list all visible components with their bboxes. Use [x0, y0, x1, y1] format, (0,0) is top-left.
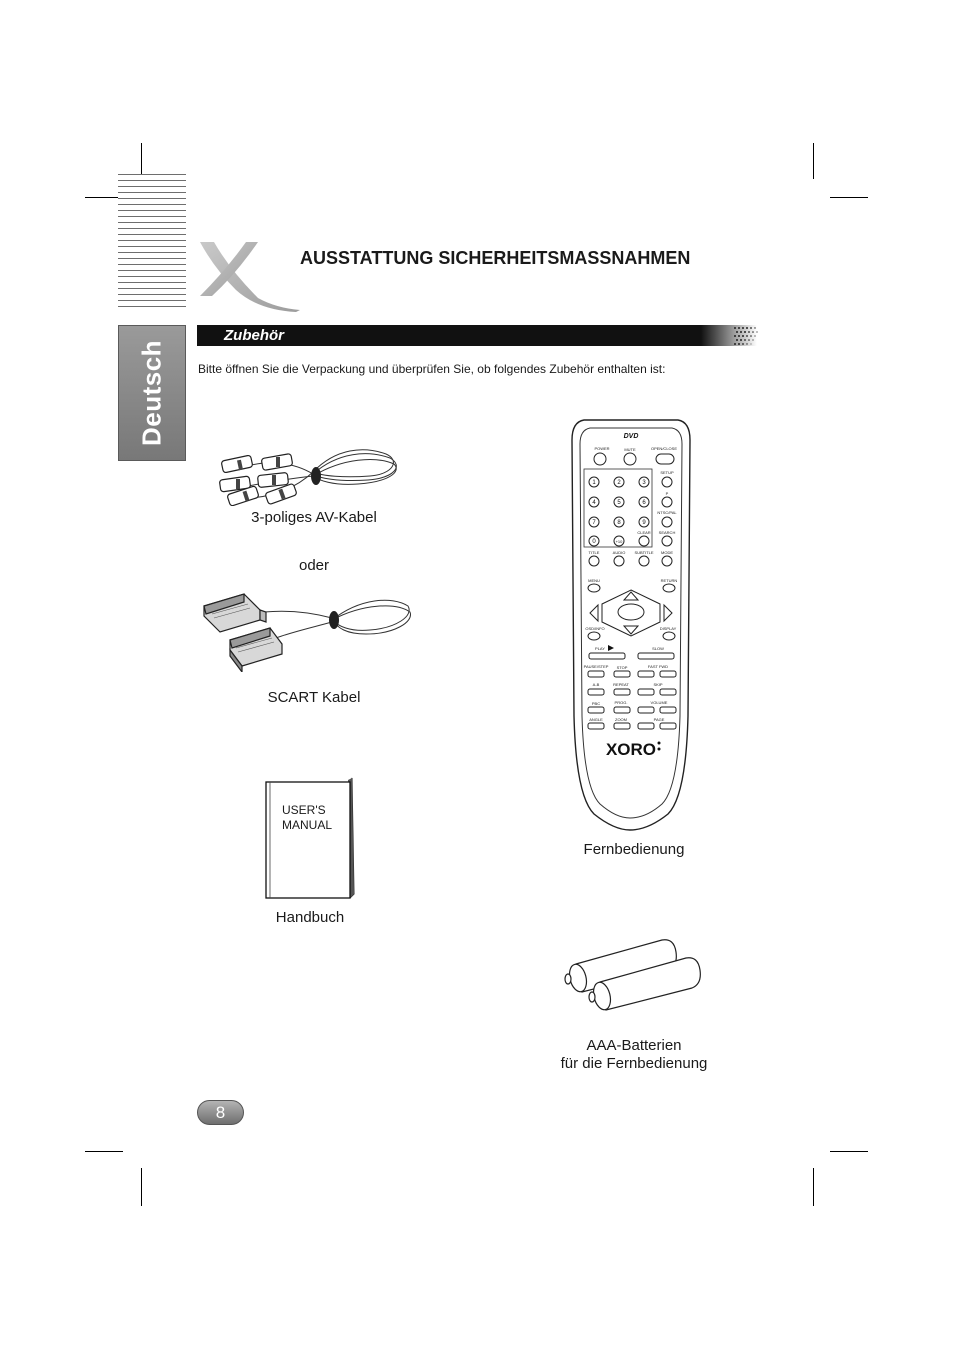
svg-text:ANGLE: ANGLE	[589, 717, 603, 722]
svg-text:7: 7	[592, 520, 596, 526]
svg-text:FAST FWD: FAST FWD	[647, 664, 669, 669]
svg-text:+10: +10	[615, 539, 623, 544]
or-text: oder	[298, 557, 330, 574]
svg-text:RETURN: RETURN	[660, 578, 678, 583]
batteries-icon	[562, 934, 704, 1012]
crop-mark	[813, 143, 814, 179]
svg-text:P: P	[665, 491, 669, 496]
scart-cable-caption: SCART Kabel	[267, 689, 361, 706]
crop-mark	[813, 1168, 814, 1206]
svg-text:XORO: XORO	[605, 740, 657, 759]
svg-text:SETUP: SETUP	[660, 470, 674, 475]
manual-cover-line2: MANUAL	[282, 818, 333, 832]
svg-text:PBC: PBC	[591, 701, 601, 706]
svg-text:1: 1	[592, 480, 596, 486]
page-number-badge	[197, 1100, 244, 1125]
svg-text:PLAY: PLAY	[595, 646, 605, 651]
svg-text:OSD/INFO: OSD/INFO	[585, 626, 605, 631]
svg-text:SKIP: SKIP	[653, 682, 663, 687]
crop-mark	[85, 1151, 123, 1152]
svg-text:MENU: MENU	[588, 578, 600, 583]
remote-caption: Fernbedienung	[583, 841, 685, 858]
manual-book-icon	[264, 776, 356, 900]
svg-text:9: 9	[642, 520, 646, 526]
batteries-caption-line2: für die Fernbedienung	[560, 1055, 708, 1072]
svg-text:MUTE: MUTE	[624, 447, 636, 452]
language-tab-label: Deutsch	[136, 339, 167, 447]
svg-text:CLEAR: CLEAR	[637, 530, 651, 535]
svg-text:TITLE: TITLE	[588, 550, 600, 555]
svg-text:SUBTITLE: SUBTITLE	[634, 550, 654, 555]
svg-text:DVD: DVD	[623, 433, 639, 440]
language-tab	[118, 325, 186, 461]
av-cable-icon	[218, 448, 400, 506]
svg-text:NTSC/PAL: NTSC/PAL	[657, 510, 677, 515]
svg-text:POWER: POWER	[594, 446, 610, 451]
svg-text:OPEN/CLOSE: OPEN/CLOSE	[650, 446, 678, 451]
svg-text:3: 3	[642, 480, 646, 486]
x-logo-icon	[196, 240, 302, 312]
svg-text:MODE: MODE	[661, 550, 673, 555]
remote-control-icon	[570, 416, 692, 832]
intro-text: Bitte öffnen Sie die Verpackung und überprüfen Sie, ob folgendes Zubehör enthalten ist:	[198, 362, 666, 376]
page-number: 8	[215, 1103, 226, 1122]
svg-text:4: 4	[592, 500, 596, 506]
svg-text:AUDIO: AUDIO	[612, 550, 626, 555]
svg-text:PROG.: PROG.	[614, 700, 628, 705]
crop-mark	[830, 1151, 868, 1152]
svg-text:8: 8	[617, 520, 621, 526]
svg-text:SLOW: SLOW	[652, 646, 664, 651]
batteries-caption-line1: AAA-Batterien	[586, 1037, 682, 1054]
av-cable-caption: 3-poliges AV-Kabel	[251, 509, 377, 526]
crop-mark	[141, 1168, 142, 1206]
svg-text:REPEAT: REPEAT	[613, 682, 629, 687]
crop-mark	[830, 197, 868, 198]
section-title: Zubehör	[224, 327, 284, 344]
svg-text:ZOOM: ZOOM	[615, 717, 627, 722]
scart-cable-icon	[200, 588, 414, 672]
svg-text:A-B: A-B	[592, 682, 600, 687]
svg-text:DISPLAY: DISPLAY	[659, 626, 677, 631]
svg-text:0: 0	[592, 539, 596, 545]
svg-text:6: 6	[642, 500, 646, 506]
section-header-bar	[197, 325, 757, 346]
manual-caption: Handbuch	[275, 909, 345, 926]
manual-cover-line1: USER'S	[282, 803, 326, 817]
svg-text:VOLUME: VOLUME	[650, 700, 668, 705]
svg-text:STOP: STOP	[616, 665, 628, 670]
svg-text:PAUSE/STEP: PAUSE/STEP	[583, 664, 609, 669]
page-title: AUSSTATTUNG SICHERHEITSMASSNAHMEN	[300, 248, 691, 268]
svg-text:PAGE: PAGE	[653, 717, 665, 722]
section-bar-dot-pattern	[733, 325, 761, 346]
svg-text:2: 2	[617, 480, 621, 486]
decorative-stripes	[118, 174, 186, 312]
svg-text:SEARCH: SEARCH	[658, 530, 676, 535]
svg-text:5: 5	[617, 500, 621, 506]
